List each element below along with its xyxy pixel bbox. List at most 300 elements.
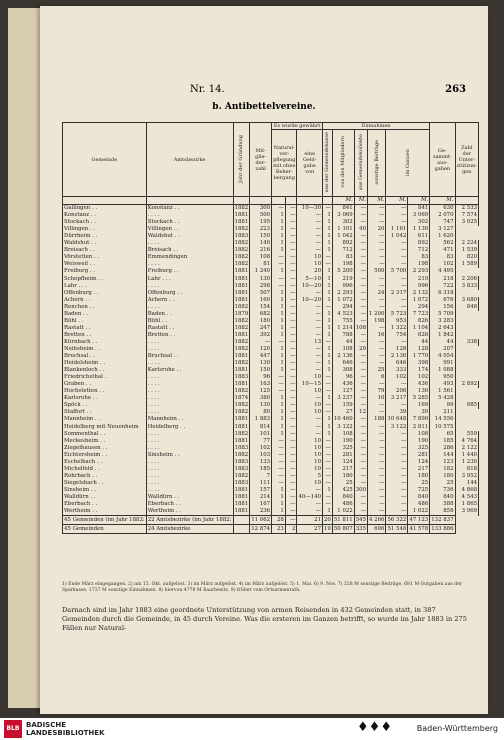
header-row-1 [63,123,479,130]
table-cell: 174 [408,367,430,374]
table-cell [233,516,250,525]
table-row [63,480,479,487]
table-cell: — [285,480,297,487]
table-cell: 1882 [234,317,249,324]
table-row [63,494,479,501]
table-cell: 1 072 [408,297,430,304]
table-cell: — [323,473,333,480]
table-cell: 294 [408,304,430,311]
table-cell: 2 122 [455,445,479,452]
table-cell: — [386,501,408,508]
table-cell: 3 122 [332,424,354,431]
table-cell: Staffort . . [63,409,147,416]
table-cell: — [354,494,367,501]
table-row [63,233,479,240]
table-cell: 1 [272,304,286,311]
table-cell: — [285,353,297,360]
table-cell: 4 266 [369,517,385,524]
table-cell: — [354,367,367,374]
table-cell: — [285,452,297,459]
table-cell: 198 [368,318,386,325]
table-cell: . . . . [146,480,233,487]
table-cell: — [272,381,286,388]
table-cell: 1 [272,311,286,318]
table-cell: 1883 [234,444,249,451]
table-cell: 206 [386,388,408,395]
table-cell: — [297,318,323,325]
table-cell: — [285,395,297,402]
table-cell: 1 [323,297,333,304]
table-cell: 5 709 [430,311,455,318]
table-cell: . . . . [146,395,233,402]
table-cell: — [386,304,408,311]
table-cell: 335 [355,526,367,533]
table-cell: — [285,332,297,339]
table-cell: 1 620 [430,233,455,240]
table-cell: — [354,219,367,226]
table-cell: 1 [323,283,333,290]
table-cell: — [368,261,386,268]
table-row [63,459,479,466]
col-gemeinde: Gemeinde [63,123,147,197]
table-cell: 562 [430,240,455,247]
region-name: Baden-Württemberg [416,724,498,733]
table-cell: 127 [332,388,354,395]
table-cell: — [368,459,386,466]
table-cell: 3 127 [430,226,455,233]
table-cell: Bühl . . [63,318,147,325]
table-cell: 1 104 [408,325,430,332]
table-cell: — [323,254,333,261]
table-cell: 1881 [234,437,249,444]
table-cell: 4 495 [430,268,455,275]
table-cell: 1 [323,268,333,275]
table-cell: — [323,304,333,311]
table-cell: — [354,240,367,247]
table-cell: Spöck . . [63,402,147,409]
table-cell: 1 [272,290,286,297]
table-cell: 96 [250,374,272,381]
table-cell: 51 548 [387,526,407,533]
table-cell: Gailingen . . [63,205,147,213]
table-cell: 125 [250,388,272,395]
table-cell: — [354,233,367,240]
table-cell: Lahr . . . [63,283,147,290]
table-cell: 1 [323,508,333,516]
table-cell: 858 [430,508,455,516]
table-cell: — [368,212,386,219]
table-cell: — [368,431,386,438]
table-cell: Offenburg . . [146,290,233,297]
table-cell: — [285,219,297,226]
table-cell: — [368,402,386,409]
table-cell: — [285,254,297,261]
table-cell: 103 [250,452,272,459]
table-cell: 2 643 [430,325,455,332]
table-cell: Sinsheim . . [63,487,147,494]
table-cell: — [285,402,297,409]
table-cell: . . . . [146,409,233,416]
table-cell: 10 [297,402,323,409]
table-cell: 3 237 [332,395,354,402]
table-cell: Baden . . [146,311,233,318]
table-cell: . . . . [146,261,233,268]
table-cell: 840 [430,494,455,501]
table-cell: — [368,480,386,487]
table-cell: 7 890 [408,416,430,423]
table-cell: 646 [332,360,354,367]
table-cell: 1882 [234,303,249,310]
table-cell: 1882 [234,472,249,479]
table-cell: Vörstetten . . [63,254,147,261]
table-cell: 1881 [234,268,249,275]
table-cell: 12 [354,409,367,416]
table-cell: 712 [408,247,430,254]
table-cell: 102 [408,374,430,381]
table-cell: 333 [386,367,408,374]
table-cell: 1874 [234,395,249,402]
table-cell: — [354,212,367,219]
table-cell: — [297,508,323,516]
table-cell: — [297,311,323,318]
table-cell: — [368,360,386,367]
table-cell: 6 [368,374,386,381]
table-cell: . . . . [146,431,233,438]
table-cell: 545 [355,517,367,524]
table-cell: 996 [408,283,430,290]
table-cell: 2 070 [430,212,455,219]
table-cell: 81 [250,261,272,268]
table-cell: 188 [368,416,386,423]
table-cell: 40 [354,226,367,233]
table-cell: — [272,205,286,213]
table-cell: 111 [250,480,272,487]
table-cell: — [297,325,323,332]
table-cell: 1 440 [455,452,479,459]
table-cell: 606 [368,525,386,534]
table-cell: — [354,466,367,473]
table-cell: Waldshut . . [146,233,233,240]
table-cell: 1 [272,268,286,275]
table-cell: . . . . [146,212,233,219]
table-cell: 646 [386,360,408,367]
table-cell: 1882 [234,338,249,345]
table-cell: Meckesheim . . [63,438,147,445]
table-cell: Eberbach . . [146,501,233,508]
table-row [63,353,479,360]
table-cell: 108 [332,431,354,438]
table-row [63,416,479,423]
table-cell: 10 [297,480,323,487]
table-cell: Bruchsal . . [146,353,233,360]
table-cell: 25 [368,367,386,374]
table-cell: 1 022 [332,508,354,516]
table-cell: — [386,240,408,247]
table-cell: 185 [430,438,455,445]
table-cell: 1881 [234,353,249,360]
table-cell: . . . . [146,339,233,346]
table-cell: 486 [408,501,430,508]
table-cell: 2 136 [386,353,408,360]
table-cell: 1 101 [332,226,354,233]
table-cell: — [386,276,408,283]
table-cell: 747 [430,219,455,226]
table-cell: 1 [323,219,333,226]
table-cell: 2 293 [408,268,430,275]
table-cell: — [386,473,408,480]
table-cell: 676 [430,297,455,304]
table-cell: — [386,205,408,213]
table-cell: — [285,311,297,318]
table-cell: — [285,261,297,268]
table-cell: 44 [332,339,354,346]
table-cell: 124 [332,459,354,466]
table-cell: 159 [332,402,354,409]
table-cell: — [354,254,367,261]
table-cell: 3 833 [455,283,479,290]
table-cell: 1 [323,247,333,254]
table-cell: 45 Gemeinden [63,525,147,534]
table-cell: 96 [332,374,354,381]
table-cell: — [368,381,386,388]
table-cell: 1883 [234,479,249,486]
table-cell: — [386,494,408,501]
table-cell: 425 [332,487,354,494]
unit-cell: M. [386,197,408,205]
table-row [63,276,479,283]
table-cell: Bretten . . [146,332,233,339]
table-cell: 281 [332,452,354,459]
table-cell: — [368,339,386,346]
table-cell: 1 [272,212,286,219]
table-cell: 180 [332,473,354,480]
table-cell: Schopfheim . . [63,276,147,283]
table-cell: 217 [332,466,354,473]
table-row [63,297,479,304]
table-cell: 1882 [234,205,249,212]
table-cell: 51 811 [333,517,353,524]
table-cell: 195 [250,219,272,226]
table-cell: — [285,276,297,283]
table-cell: 23 [272,525,286,534]
table-cell: — [354,381,367,388]
col-sonstige: sonstige Beiträge [368,130,386,197]
table-cell: 11 062 [251,517,271,524]
table-cell: 157 [250,487,272,494]
table-cell: 190 [332,438,354,445]
table-cell: 2 206 [455,276,479,283]
table-cell: 892 [332,240,354,247]
table-cell: 2 892 [455,381,479,388]
table-cell: — [272,473,286,480]
table-cell: 1 [323,416,333,423]
table-cell: Ziegelhausen . . [63,445,147,452]
table-cell: 471 [430,247,455,254]
table-cell: 754 [386,332,408,339]
table-cell: 820 [455,254,479,261]
table-cell: — [272,276,286,283]
table-cell: 219 [332,276,354,283]
table-cell: — [354,388,367,395]
table-cell: — [386,466,408,473]
table-cell: 182 [430,466,455,473]
table-cell: — [354,438,367,445]
table-cell: — [323,438,333,445]
table-cell: 10 [297,466,323,473]
table-cell: — [272,374,286,381]
table-row [63,311,479,318]
table-cell: — [297,240,323,247]
table-cell: 28 [272,516,286,525]
table-cell: 10 575 [430,424,455,431]
table-cell: 1 [272,233,286,240]
table-cell: 1 [323,240,333,247]
table-cell: Stockach . . [63,219,147,226]
col-group-gewaehrt: Es wurde gewährt [272,123,323,130]
table-row [63,240,479,247]
table-cell: 1 [272,487,286,494]
table-cell: 56 322 [387,517,407,524]
table-cell: 10 [297,388,323,395]
table-cell: — [354,459,367,466]
table-cell: — [323,466,333,473]
table-cell: — [285,445,297,452]
table-cell: 1 [323,395,333,402]
table-cell: 10 [297,261,323,268]
table-row [63,346,479,353]
table-cell: 7 574 [455,212,479,219]
table-cell: 1882 [234,360,249,367]
table-row [63,212,479,219]
table-cell: 50 807 [333,526,353,533]
table-cell: Rastatt . . [146,325,233,332]
table-cell: 1 [272,508,286,516]
table-cell: 65 [430,431,455,438]
table-cell: — [285,205,297,213]
table-cell: Michelfeld . . [63,466,147,473]
table-cell: — [386,283,408,290]
table-cell: — [297,395,323,402]
table-cell: 120 [250,346,272,353]
table-cell: 338 [455,339,479,346]
table-cell: — [386,261,408,268]
table-cell: — [297,226,323,233]
table-cell: 1 [323,290,333,297]
table-cell: . . . . [146,381,233,388]
table-cell: — [297,416,323,423]
table-cell: — [368,409,386,416]
table-row [63,388,479,395]
table-cell: 302 [408,219,430,226]
table-row [63,487,479,494]
table-cell: — [368,283,386,290]
table-cell: . . . . [146,438,233,445]
table-cell: 39 [386,409,408,416]
table-row [63,438,479,445]
table-cell: . . . . [146,473,233,480]
table-cell: 1 022 [408,508,430,516]
table-cell: — [368,466,386,473]
table-cell: — [386,487,408,494]
table-cell: — [386,381,408,388]
table-cell: — [323,205,333,213]
library-line-1: BADISCHE [26,721,66,729]
table-cell: 286 [430,445,455,452]
unit-cell: M. [430,197,455,205]
table-cell: Lahr . . . [146,276,233,283]
table-cell: 10—30 [297,205,323,213]
table-cell: 27 [332,409,354,416]
table-cell: 1 072 [332,297,354,304]
table-cell: 108 [355,324,367,331]
table-cell: — [297,353,323,360]
table-cell: 79 [368,388,386,395]
table-cell: 19 [324,526,331,533]
table-cell: 1 561 [430,388,455,395]
table-cell: Baden . . [63,311,147,318]
table-cell: Walldürn . . [63,494,147,501]
table-cell: Achern . . [146,297,233,304]
table-cell: 247 [250,325,272,332]
table-cell: 83 [408,254,430,261]
library-line-2: LANDESBIBLIOTHEK [26,729,105,737]
table-cell: 1 [272,409,286,416]
table-cell: — [386,297,408,304]
table-cell: 1 [323,360,333,367]
table-cell: . . . . [146,240,233,247]
table-cell: — [368,494,386,501]
table-cell: 3 283 [430,318,455,325]
table-cell: 736 [430,487,455,494]
table-cell: — [354,268,367,275]
table-cell: — [368,424,386,431]
table-row [63,332,479,339]
table-cell: — [354,374,367,381]
table-cell: 102 [250,445,272,452]
table-cell: 102 [386,374,408,381]
table-cell: 380 [250,395,272,402]
table-cell: 185 [250,466,272,473]
table-cell: — [272,388,286,395]
table-cell: 10 [297,438,323,445]
table-cell: . . . . [146,374,233,381]
table-cell: Achern . . [63,297,147,304]
table-cell: — [297,367,323,374]
table-row [63,402,479,409]
unit-cell: M. [408,197,430,205]
table-cell: — [386,438,408,445]
table-cell: 216 [250,247,272,254]
table-cell: — [272,254,286,261]
table-cell: — [368,297,386,304]
table-cell: 2 811 [408,424,430,431]
table-cell: 24 Amtsbezirke [146,525,233,534]
table-cell: — [297,332,323,339]
table-cell: 1881 [234,501,249,508]
table-cell: — [297,424,323,431]
table-cell: — [285,283,297,290]
table-cell: — [272,480,286,487]
table-cell: — [285,212,297,219]
table-cell: — [368,487,386,494]
table-cell: 219 [408,276,430,283]
table-cell: Karlsruhe . . [146,367,233,374]
table-cell: Mannheim . . [146,416,233,423]
footer-bar [0,718,504,740]
table-cell: 1881 [234,381,249,388]
coat-of-arms-icon: ♦♦♦ [357,720,392,735]
table-cell: 1881 [234,423,249,430]
